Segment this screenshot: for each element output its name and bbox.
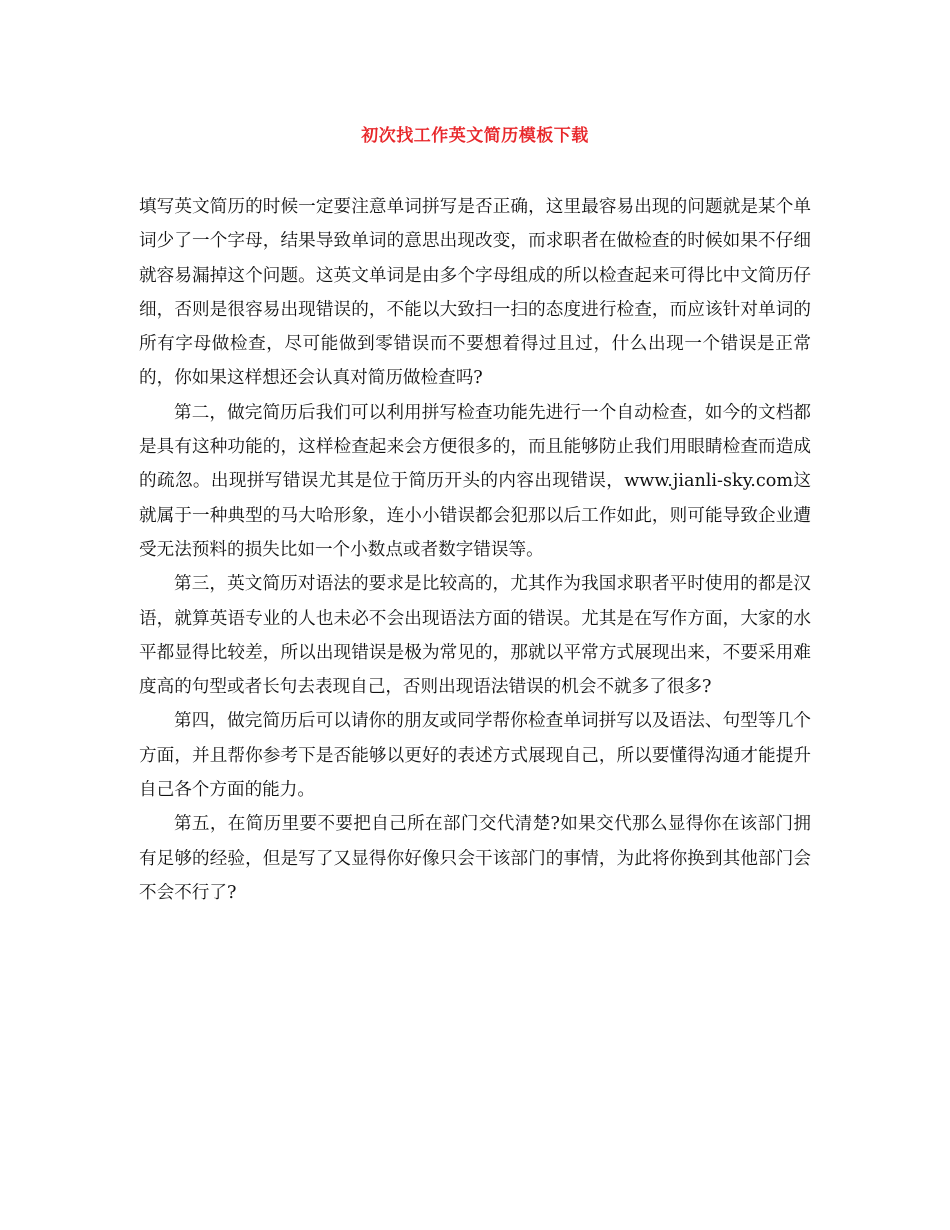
paragraph-fourth: 第四，做完简历后可以请你的朋友或同学帮你检查单词拼写以及语法、句型等几个方面，并且帮你参考下是否能够以更好的表述方式展现自己，所以要懂得沟通才能提升自己各个方面的能力。 xyxy=(139,711,811,801)
paragraph-fifth: 第五，在简历里要不要把自己所在部门交代清楚?如果交代那么显得你在该部门拥有足够的经验，但是写了又显得你好像只会干该部门的事情，为此将你换到其他部门会不会不行了? xyxy=(139,814,811,903)
paragraph-intro: 填写英文简历的时候一定要注意单词拼写是否正确，这里最容易出现的问题就是某个单词少了一个字母，结果导致单词的意思出现改变，而求职者在做检查的时候如果不仔细就容易漏掉这个问题。这英文单词是由多个字母组成的所以检查起来可得比中文简历仔细，否则是很容易出现错误的，不能以大致扫一扫的态度进行检查，而应该针对单词的所有字母做检查，尽可能做到零错误而不要想着得过且过，什么出现一个错误是正常的，你如果这样想还会认真对简历做检查吗? xyxy=(139,197,811,389)
paragraph-third: 第三，英文简历对语法的要求是比较高的，尤其作为我国求职者平时使用的都是汉语，就算英语专业的人也未必不会出现语法方面的错误。尤其是在写作方面，大家的水平都显得比较差，所以出现错误是极为常见的，那就以平常方式展现出来，不要采用难度高的句型或者长句去表现自己，否则出现语法错误的机会不就多了很多? xyxy=(139,574,811,698)
document-title: 初次找工作英文简历模板下载 xyxy=(361,126,589,146)
paragraph-second: 第二，做完简历后我们可以利用拼写检查功能先进行一个自动检查，如今的文档都是具有这种功能的，这样检查起来会方便很多的，而且能够防止我们用眼睛检查而造成的疏忽。出现拼写错误尤其是位于简历开头的内容出现错误，www.jianli-sky.com这就属于一种典型的马大哈形象，连小小错误都会犯那以后工作如此，则可能导致企业遭受无法预料的损失比如一个小数点或者数字错误等。 xyxy=(139,402,811,560)
document-body xyxy=(139,190,811,910)
